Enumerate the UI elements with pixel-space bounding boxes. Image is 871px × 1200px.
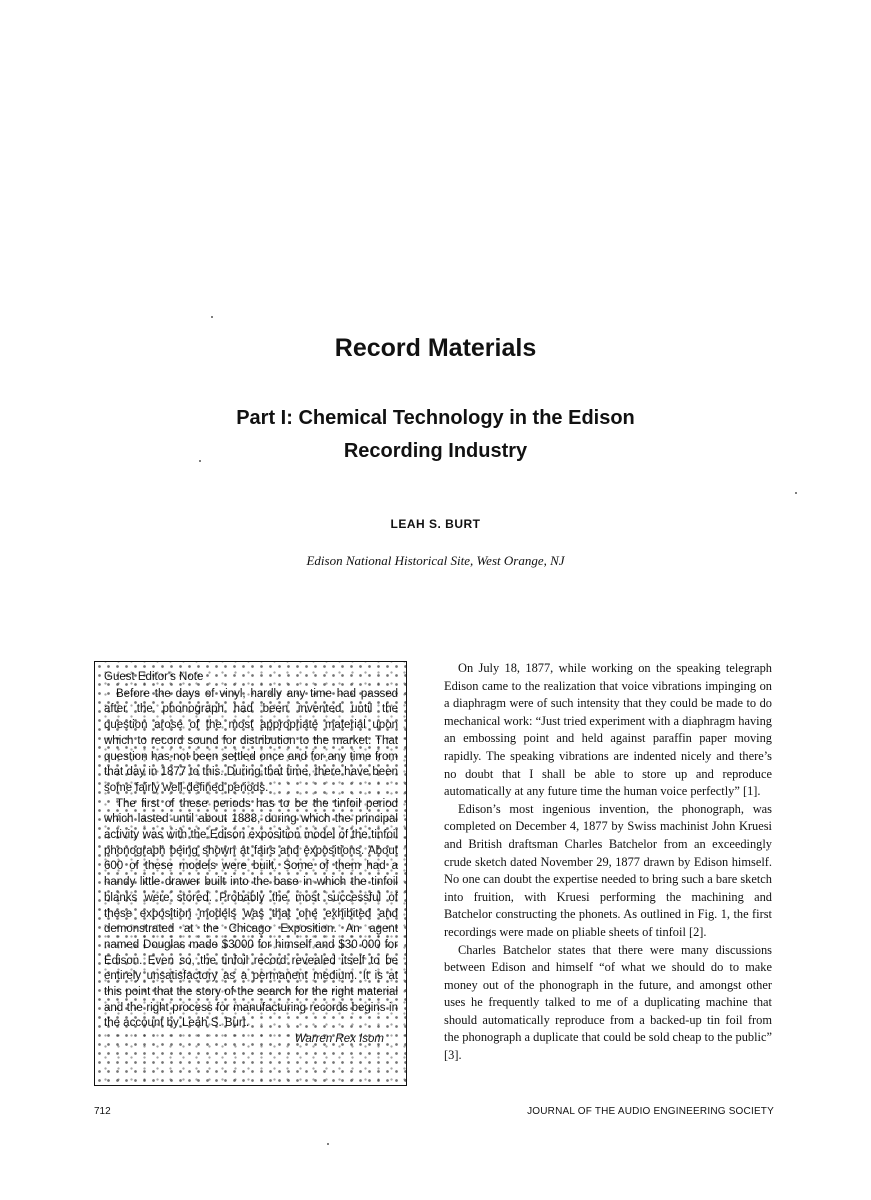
- body-paragraph: Edison’s most ingenious invention, the phonograph, was completed on December 4, 1877 by Swiss machinist John Kruesi and British draftsman Charles Batchelor from an exceedingly crude sketch dated November 29, 1877 drawn by Edison himself. No one can doubt the expertise needed to bring such a bare sketch into fruition, with Kruesi performing the machining and Batchelor constructing the phonets. As outlined in Fig. 1, the first recordings were made on pliable sheets of tinfoil [2].: [444, 801, 772, 939]
- body-paragraph: Charles Batchelor states that there were many discussions between Edison and himself “of what we should do to make money out of the phonograph in the future, and amongst other uses he frequently talked to me of a duplicating machine that should automatically reproduce from a backed-up tin foil from the phonograph a duplicate that could be sold cheap to the public” [3].: [444, 942, 772, 1063]
- body-paragraph: On July 18, 1877, while working on the speaking telegraph Edison came to the realization that voice vibrations impinging on a diaphragm were of such intensity that they could be made to do mechanical work: “Just tried experiment with a diaphragm having an embossing point and held against paraffin paper moving rapidly. The speaking vibrations are indented nicely and there’s no doubt that I shall be able to store up and reproduce automatically at any future time the human voice perfectly” [1].: [444, 661, 772, 799]
- guest-editor-signature: Warren Rex Isom: [294, 1033, 384, 1046]
- guest-editor-note-paragraph: The first of these periods has to be the tinfoil period which lasted until about 1888, during which the principal activity was with the Edison exposition model of the tinfoil phonograph being shown at fairs and expositions. About 600 of these models were built. Some of them had a handy little drawer built into the base in which the tinfoil blanks were stored. Probably the most successful of these exposition models was that one exhibited and demonstrated at the Chicago Exposition. An agent named Douglas made $3000 for himself and $30 000 for Edison. Even so, the tinfoil record revealed itself to be entirely unsatisfactory as a permanent medium. It is at this point that the story of the search for the right material and the right process for manufacturing records begins in the account by Leah S. Burt.: [104, 797, 398, 1030]
- author-affiliation: Edison National Historical Site, West Orange, NJ: [306, 553, 565, 568]
- guest-editor-note-box: [94, 661, 407, 1086]
- scan-speck: [795, 492, 797, 494]
- scan-speck: [199, 460, 201, 462]
- article-subtitle-line-2: Recording Industry: [343, 440, 528, 462]
- article-subtitle: [0, 402, 871, 468]
- scan-speck: [211, 316, 213, 318]
- journal-name: JOURNAL OF THE AUDIO ENGINEERING SOCIETY: [527, 1106, 774, 1117]
- body-text-column: [444, 660, 772, 1065]
- author-name: LEAH S. BURT: [390, 517, 481, 531]
- guest-editor-note-label: Guest Editor's Note: [104, 671, 204, 683]
- guest-editor-note-paragraph: Before the days of vinyl, hardly any time had passed after the phonograph had been invented until the question arose of the most appropriate material upon which to record sound for distribution to the market. That question has not been settled once and for any time from that day in 1877 to this. During that time, there have been some fairly well-defined periods.: [104, 687, 398, 794]
- article-subtitle-line-1: Part I: Chemical Technology in the Edison: [236, 407, 635, 429]
- page-number: 712: [94, 1106, 111, 1117]
- article-title: Record Materials: [334, 334, 537, 362]
- scan-speck: [327, 1143, 329, 1145]
